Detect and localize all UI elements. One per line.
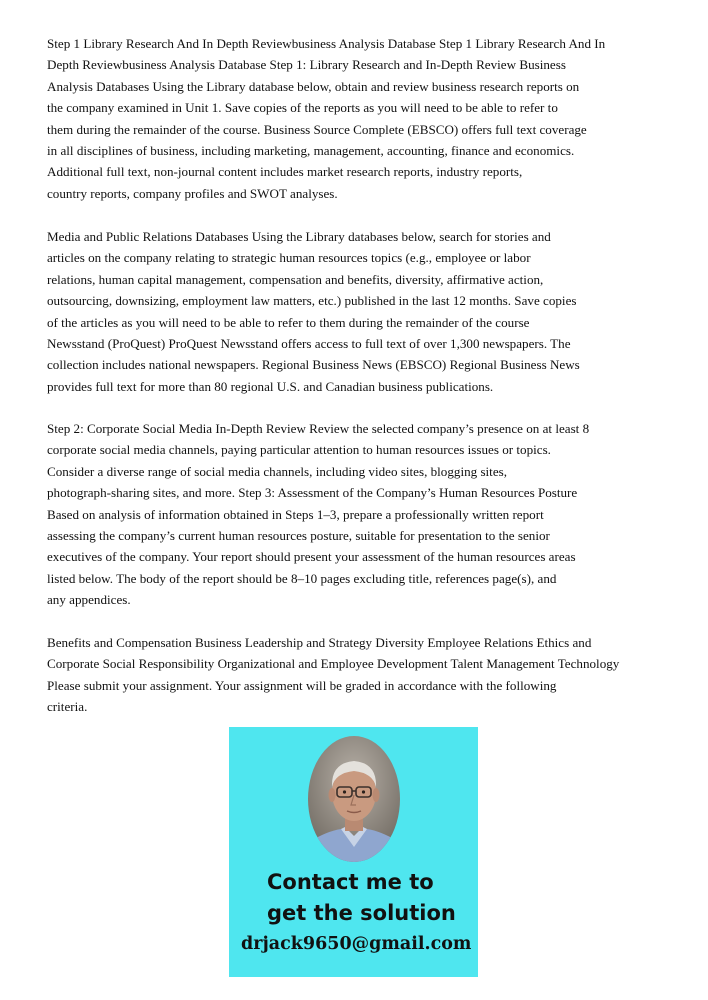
- text-line: Step 2: Corporate Social Media In-Depth Review Review the selected company’s presence on at least 8: [47, 421, 590, 436]
- contact-heading: [267, 867, 467, 929]
- text-line: articles on the company relating to strategic human resources topics (e.g., employee or labor: [47, 250, 531, 266]
- contact-promo-image: [229, 727, 478, 977]
- text-line: them during the remainder of the course. Business Source Complete (EBSCO) offers full text coverage: [47, 121, 587, 137]
- text-line: Corporate Social Responsibility Organizational and Employee Development Talent Management Technology: [47, 656, 620, 672]
- contact-email: drjack9650@gmail.com: [241, 934, 472, 954]
- text-line: Based on analysis of information obtained in Steps 1–3, prepare a professionally written report: [47, 506, 544, 522]
- text-line: Consider a diverse range of social media channels, including video sites, blogging sites,: [47, 463, 507, 479]
- text-line: any appendices.: [47, 592, 131, 608]
- text-line: the company examined in Unit 1. Save copies of the reports as you will need to be able to refer to: [47, 100, 558, 116]
- text-line: Additional full text, non-journal content includes market research reports, industry reports,: [47, 164, 523, 180]
- text-line: criteria.: [47, 699, 88, 715]
- text-line: Newsstand (ProQuest) ProQuest Newsstand offers access to full text of over 1,300 newspapers. The: [47, 336, 571, 352]
- text-line: in all disciplines of business, including marketing, management, accounting, finance and economics.: [47, 143, 575, 159]
- text-line: Media and Public Relations Databases Using the Library databases below, search for stories and: [47, 229, 551, 244]
- text-line: Benefits and Compensation Business Leadership and Strategy Diversity Employee Relations Ethics and: [47, 635, 592, 650]
- paragraph-step2-social-media: [47, 418, 687, 611]
- contact-heading-line: get the solution: [267, 901, 456, 925]
- text-line: Please submit your assignment. Your assignment will be graded in accordance with the following: [47, 677, 557, 693]
- paragraph-media-databases: [47, 226, 687, 397]
- text-line: Step 1 Library Research And In Depth Reviewbusiness Analysis Database Step 1 Library Research And In: [47, 36, 606, 51]
- text-line: listed below. The body of the report should be 8–10 pages excluding title, references page(s), and: [47, 570, 557, 586]
- text-line: country reports, company profiles and SWOT analyses.: [47, 185, 338, 201]
- text-line: relations, human capital management, compensation and benefits, diversity, affirmative action,: [47, 271, 544, 287]
- text-line: provides full text for more than 80 regional U.S. and Canadian business publications.: [47, 378, 494, 394]
- text-line: of the articles as you will need to be able to refer to them during the remainder of the course: [47, 314, 530, 330]
- text-line: Depth Reviewbusiness Analysis Database Step 1: Library Research and In-Depth Review Business: [47, 57, 566, 73]
- paragraph-step1-library-research: [47, 33, 687, 204]
- contact-heading-line: Contact me to: [267, 870, 434, 894]
- text-line: outsourcing, downsizing, employment law matters, etc.) published in the last 12 months. Save copies: [47, 293, 577, 309]
- text-line: corporate social media channels, paying particular attention to human resources issues or topics.: [47, 442, 551, 458]
- paragraph-hr-areas-list: [47, 632, 687, 718]
- man-portrait-photo: [307, 735, 401, 863]
- text-line: executives of the company. Your report should present your assessment of the human resources areas: [47, 549, 576, 565]
- text-line: collection includes national newspapers. Regional Business News (EBSCO) Regional Business News: [47, 357, 580, 373]
- text-line: Analysis Databases Using the Library database below, obtain and review business research reports on: [47, 78, 580, 94]
- text-line: photograph-sharing sites, and more. Step 3: Assessment of the Company’s Human Resources Posture: [47, 485, 578, 501]
- text-line: assessing the company’s current human resources posture, suitable for presentation to the senior: [47, 528, 550, 544]
